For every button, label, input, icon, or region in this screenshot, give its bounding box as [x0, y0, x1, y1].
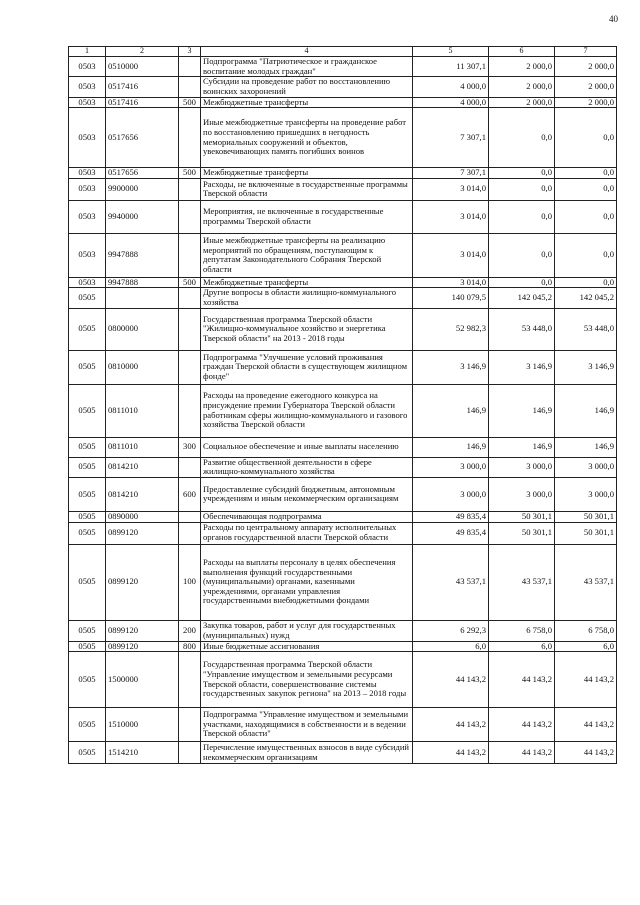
section-code-cell: 0505	[69, 477, 106, 511]
table-row	[69, 544, 617, 620]
amount-year-2-cell: 0,0	[489, 108, 555, 168]
expense-name-cell: Обеспечивающая подпрограмма	[201, 511, 413, 522]
expense-name-cell: Расходы, не включенные в государственные программы Тверской области	[201, 178, 413, 200]
target-item-code-cell: 0517656	[106, 168, 179, 179]
expense-type-cell: 200	[179, 620, 201, 641]
amount-year-2-cell: 146,9	[489, 384, 555, 437]
expense-type-cell: 500	[179, 97, 201, 108]
target-item-code-cell: 0899120	[106, 544, 179, 620]
table-row	[69, 652, 617, 708]
section-code-cell: 0505	[69, 288, 106, 308]
section-code-cell: 0503	[69, 277, 106, 288]
amount-year-2-cell: 0,0	[489, 277, 555, 288]
expense-type-cell	[179, 511, 201, 522]
expense-name-cell: Иные межбюджетные трансферты на проведение работ по восстановлению пришедших в негодность мемориальных сооружений и объектов, увековечивающих память погибших воинов	[201, 108, 413, 168]
section-code-cell: 0505	[69, 308, 106, 350]
amount-year-2-cell: 2 000,0	[489, 77, 555, 97]
table-row	[69, 233, 617, 277]
table-row	[69, 511, 617, 522]
amount-year-3-cell: 0,0	[555, 233, 617, 277]
amount-year-3-cell: 142 045,2	[555, 288, 617, 308]
amount-year-2-cell: 2 000,0	[489, 97, 555, 108]
amount-year-3-cell: 0,0	[555, 200, 617, 233]
expense-type-cell	[179, 522, 201, 544]
expense-name-cell: Межбюджетные трансферты	[201, 277, 413, 288]
target-item-code-cell: 0810000	[106, 350, 179, 384]
target-item-code-cell: 0510000	[106, 57, 179, 77]
table-row	[69, 168, 617, 179]
amount-year-3-cell: 3 146,9	[555, 350, 617, 384]
amount-year-3-cell: 44 143,2	[555, 652, 617, 708]
amount-year-2-cell: 6 758,0	[489, 620, 555, 641]
expense-type-cell	[179, 108, 201, 168]
amount-year-1-cell: 11 307,1	[413, 57, 489, 77]
table-row	[69, 457, 617, 477]
amount-year-1-cell: 146,9	[413, 437, 489, 457]
amount-year-3-cell: 50 301,1	[555, 511, 617, 522]
target-item-code-cell: 9900000	[106, 178, 179, 200]
section-code-cell: 0505	[69, 350, 106, 384]
amount-year-1-cell: 3 000,0	[413, 457, 489, 477]
amount-year-2-cell: 6,0	[489, 641, 555, 652]
amount-year-1-cell: 49 835,4	[413, 522, 489, 544]
table-row	[69, 277, 617, 288]
expense-name-cell: Расходы по центральному аппарату исполнительных органов государственной власти Тверской области	[201, 522, 413, 544]
expense-name-cell: Мероприятия, не включенные в государственные программы Тверской области	[201, 200, 413, 233]
section-code-cell: 0503	[69, 97, 106, 108]
amount-year-3-cell: 53 448,0	[555, 308, 617, 350]
section-code-cell: 0505	[69, 511, 106, 522]
section-code-cell: 0505	[69, 641, 106, 652]
amount-year-3-cell: 43 537,1	[555, 544, 617, 620]
amount-year-3-cell: 2 000,0	[555, 97, 617, 108]
expense-type-cell	[179, 57, 201, 77]
expense-name-cell: Государственная программа Тверской области "Управление имуществом и земельными ресурсами Тверской области, совершенствование системы государственных закупок региона" на 2013 – 2018 годы	[201, 652, 413, 708]
target-item-code-cell: 0814210	[106, 477, 179, 511]
table-row	[69, 620, 617, 641]
expense-name-cell: Расходы на проведение ежегодного конкурса на присуждение премии Губернатора Тверской области работникам сферы жилищно-коммунального и газового хозяйства Тверской области	[201, 384, 413, 437]
amount-year-3-cell: 3 000,0	[555, 457, 617, 477]
expense-type-cell	[179, 308, 201, 350]
expense-name-cell: Иные межбюджетные трансферты на реализацию мероприятий по обращениям, поступающим к депутатам Законодательного Собрания Тверской области	[201, 233, 413, 277]
column-number: 6	[489, 47, 555, 57]
target-item-code-cell: 0800000	[106, 308, 179, 350]
expense-type-cell	[179, 384, 201, 437]
amount-year-1-cell: 140 079,5	[413, 288, 489, 308]
table-row	[69, 437, 617, 457]
expense-name-cell: Расходы на выплаты персоналу в целях обеспечения выполнения функций государственными (муниципальными) органами, казенными учреждениями, органами управления государственными внебюджетными фондами	[201, 544, 413, 620]
expense-name-cell: Государственная программа Тверской области "Жилищно-коммунальное хозяйство и энергетика Тверской области" на 2013 - 2018 годы	[201, 308, 413, 350]
section-code-cell: 0505	[69, 620, 106, 641]
column-number: 5	[413, 47, 489, 57]
section-code-cell: 0505	[69, 652, 106, 708]
section-code-cell: 0503	[69, 108, 106, 168]
amount-year-1-cell: 44 143,2	[413, 742, 489, 764]
amount-year-1-cell: 3 146,9	[413, 350, 489, 384]
expense-name-cell: Перечисление имущественных взносов в виде субсидий некоммерческим организациям	[201, 742, 413, 764]
amount-year-1-cell: 4 000,0	[413, 77, 489, 97]
amount-year-3-cell: 6 758,0	[555, 620, 617, 641]
amount-year-3-cell: 146,9	[555, 384, 617, 437]
amount-year-3-cell: 0,0	[555, 277, 617, 288]
section-code-cell: 0503	[69, 200, 106, 233]
amount-year-1-cell: 44 143,2	[413, 652, 489, 708]
expense-name-cell: Подпрограмма "Управление имуществом и земельными участками, находящимися в собственности и в ведении Тверской области"	[201, 708, 413, 742]
expense-name-cell: Закупка товаров, работ и услуг для государственных (муниципальных) нужд	[201, 620, 413, 641]
target-item-code-cell: 0811010	[106, 437, 179, 457]
expense-type-cell	[179, 77, 201, 97]
target-item-code-cell: 9947888	[106, 277, 179, 288]
expense-name-cell: Иные бюджетные ассигнования	[201, 641, 413, 652]
table-row	[69, 308, 617, 350]
amount-year-2-cell: 0,0	[489, 178, 555, 200]
target-item-code-cell: 0890000	[106, 511, 179, 522]
amount-year-1-cell: 3 014,0	[413, 233, 489, 277]
amount-year-2-cell: 44 143,2	[489, 652, 555, 708]
expense-type-cell	[179, 288, 201, 308]
target-item-code-cell: 0814210	[106, 457, 179, 477]
amount-year-2-cell: 0,0	[489, 168, 555, 179]
amount-year-2-cell: 43 537,1	[489, 544, 555, 620]
section-code-cell: 0505	[69, 437, 106, 457]
expense-type-cell	[179, 708, 201, 742]
expense-type-cell: 300	[179, 437, 201, 457]
section-code-cell: 0503	[69, 168, 106, 179]
page-number: 40	[609, 14, 618, 24]
expense-name-cell: Другие вопросы в области жилищно-коммунального хозяйства	[201, 288, 413, 308]
column-number: 7	[555, 47, 617, 57]
expense-type-cell: 500	[179, 168, 201, 179]
amount-year-2-cell: 142 045,2	[489, 288, 555, 308]
section-code-cell: 0505	[69, 544, 106, 620]
expense-type-cell	[179, 200, 201, 233]
target-item-code-cell: 0811010	[106, 384, 179, 437]
amount-year-2-cell: 3 146,9	[489, 350, 555, 384]
amount-year-1-cell: 7 307,1	[413, 168, 489, 179]
table-row	[69, 708, 617, 742]
amount-year-3-cell: 50 301,1	[555, 522, 617, 544]
expense-type-cell: 500	[179, 277, 201, 288]
amount-year-2-cell: 146,9	[489, 437, 555, 457]
table-row	[69, 350, 617, 384]
amount-year-2-cell: 44 143,2	[489, 742, 555, 764]
amount-year-1-cell: 52 982,3	[413, 308, 489, 350]
expense-type-cell: 600	[179, 477, 201, 511]
expense-type-cell	[179, 350, 201, 384]
amount-year-1-cell: 3 014,0	[413, 178, 489, 200]
target-item-code-cell: 9940000	[106, 200, 179, 233]
section-code-cell: 0503	[69, 233, 106, 277]
expense-type-cell	[179, 652, 201, 708]
target-item-code-cell: 0899120	[106, 641, 179, 652]
amount-year-3-cell: 44 143,2	[555, 708, 617, 742]
target-item-code-cell: 0517656	[106, 108, 179, 168]
section-code-cell: 0503	[69, 57, 106, 77]
target-item-code-cell: 9947888	[106, 233, 179, 277]
table-row	[69, 742, 617, 764]
expense-name-cell: Подпрограмма "Патриотическое и гражданское воспитание молодых граждан"	[201, 57, 413, 77]
amount-year-1-cell: 7 307,1	[413, 108, 489, 168]
target-item-code-cell	[106, 288, 179, 308]
table-row	[69, 108, 617, 168]
expense-name-cell: Развитие общественной деятельности в сфере жилищно-коммунального хозяйства	[201, 457, 413, 477]
amount-year-2-cell: 44 143,2	[489, 708, 555, 742]
table-row	[69, 522, 617, 544]
section-code-cell: 0505	[69, 708, 106, 742]
expense-type-cell	[179, 178, 201, 200]
target-item-code-cell: 1500000	[106, 652, 179, 708]
amount-year-2-cell: 0,0	[489, 200, 555, 233]
table-row	[69, 200, 617, 233]
amount-year-2-cell: 2 000,0	[489, 57, 555, 77]
amount-year-2-cell: 50 301,1	[489, 511, 555, 522]
amount-year-3-cell: 3 000,0	[555, 477, 617, 511]
column-number: 1	[69, 47, 106, 57]
amount-year-3-cell: 2 000,0	[555, 57, 617, 77]
amount-year-3-cell: 0,0	[555, 108, 617, 168]
amount-year-3-cell: 146,9	[555, 437, 617, 457]
target-item-code-cell: 0517416	[106, 97, 179, 108]
amount-year-1-cell: 44 143,2	[413, 708, 489, 742]
target-item-code-cell: 0899120	[106, 620, 179, 641]
target-item-code-cell: 0517416	[106, 77, 179, 97]
target-item-code-cell: 1514210	[106, 742, 179, 764]
section-code-cell: 0503	[69, 178, 106, 200]
amount-year-2-cell: 0,0	[489, 233, 555, 277]
amount-year-1-cell: 3 014,0	[413, 200, 489, 233]
section-code-cell: 0505	[69, 522, 106, 544]
table-row	[69, 641, 617, 652]
amount-year-3-cell: 0,0	[555, 168, 617, 179]
column-number: 3	[179, 47, 201, 57]
table-row	[69, 384, 617, 437]
section-code-cell: 0503	[69, 77, 106, 97]
target-item-code-cell: 0899120	[106, 522, 179, 544]
amount-year-1-cell: 6,0	[413, 641, 489, 652]
target-item-code-cell: 1510000	[106, 708, 179, 742]
amount-year-1-cell: 146,9	[413, 384, 489, 437]
table-row	[69, 178, 617, 200]
amount-year-3-cell: 44 143,2	[555, 742, 617, 764]
column-number: 4	[201, 47, 413, 57]
section-code-cell: 0505	[69, 384, 106, 437]
expense-type-cell	[179, 233, 201, 277]
expense-name-cell: Субсидии на проведение работ по восстановлению воинских захоронений	[201, 77, 413, 97]
section-code-cell: 0505	[69, 742, 106, 764]
expense-type-cell: 100	[179, 544, 201, 620]
amount-year-1-cell: 49 835,4	[413, 511, 489, 522]
amount-year-3-cell: 0,0	[555, 178, 617, 200]
table-row	[69, 477, 617, 511]
amount-year-3-cell: 2 000,0	[555, 77, 617, 97]
table-row	[69, 57, 617, 77]
table-row	[69, 288, 617, 308]
section-code-cell: 0505	[69, 457, 106, 477]
amount-year-1-cell: 3 014,0	[413, 277, 489, 288]
expense-name-cell: Подпрограмма "Улучшение условий проживания граждан Тверской области в существующем жилищном фонде"	[201, 350, 413, 384]
budget-table	[68, 46, 617, 764]
amount-year-2-cell: 3 000,0	[489, 477, 555, 511]
amount-year-3-cell: 6,0	[555, 641, 617, 652]
amount-year-1-cell: 3 000,0	[413, 477, 489, 511]
expense-name-cell: Социальное обеспечение и иные выплаты населению	[201, 437, 413, 457]
expense-name-cell: Межбюджетные трансферты	[201, 97, 413, 108]
expense-type-cell: 800	[179, 641, 201, 652]
amount-year-2-cell: 50 301,1	[489, 522, 555, 544]
expense-type-cell	[179, 457, 201, 477]
amount-year-1-cell: 43 537,1	[413, 544, 489, 620]
expense-name-cell: Предоставление субсидий бюджетным, автономным учреждениям и иным некоммерческим организациям	[201, 477, 413, 511]
table-row	[69, 77, 617, 97]
amount-year-1-cell: 6 292,3	[413, 620, 489, 641]
expense-type-cell	[179, 742, 201, 764]
amount-year-2-cell: 3 000,0	[489, 457, 555, 477]
amount-year-1-cell: 4 000,0	[413, 97, 489, 108]
column-number: 2	[106, 47, 179, 57]
amount-year-2-cell: 53 448,0	[489, 308, 555, 350]
expense-name-cell: Межбюджетные трансферты	[201, 168, 413, 179]
table-row	[69, 97, 617, 108]
column-number-row	[69, 47, 617, 57]
